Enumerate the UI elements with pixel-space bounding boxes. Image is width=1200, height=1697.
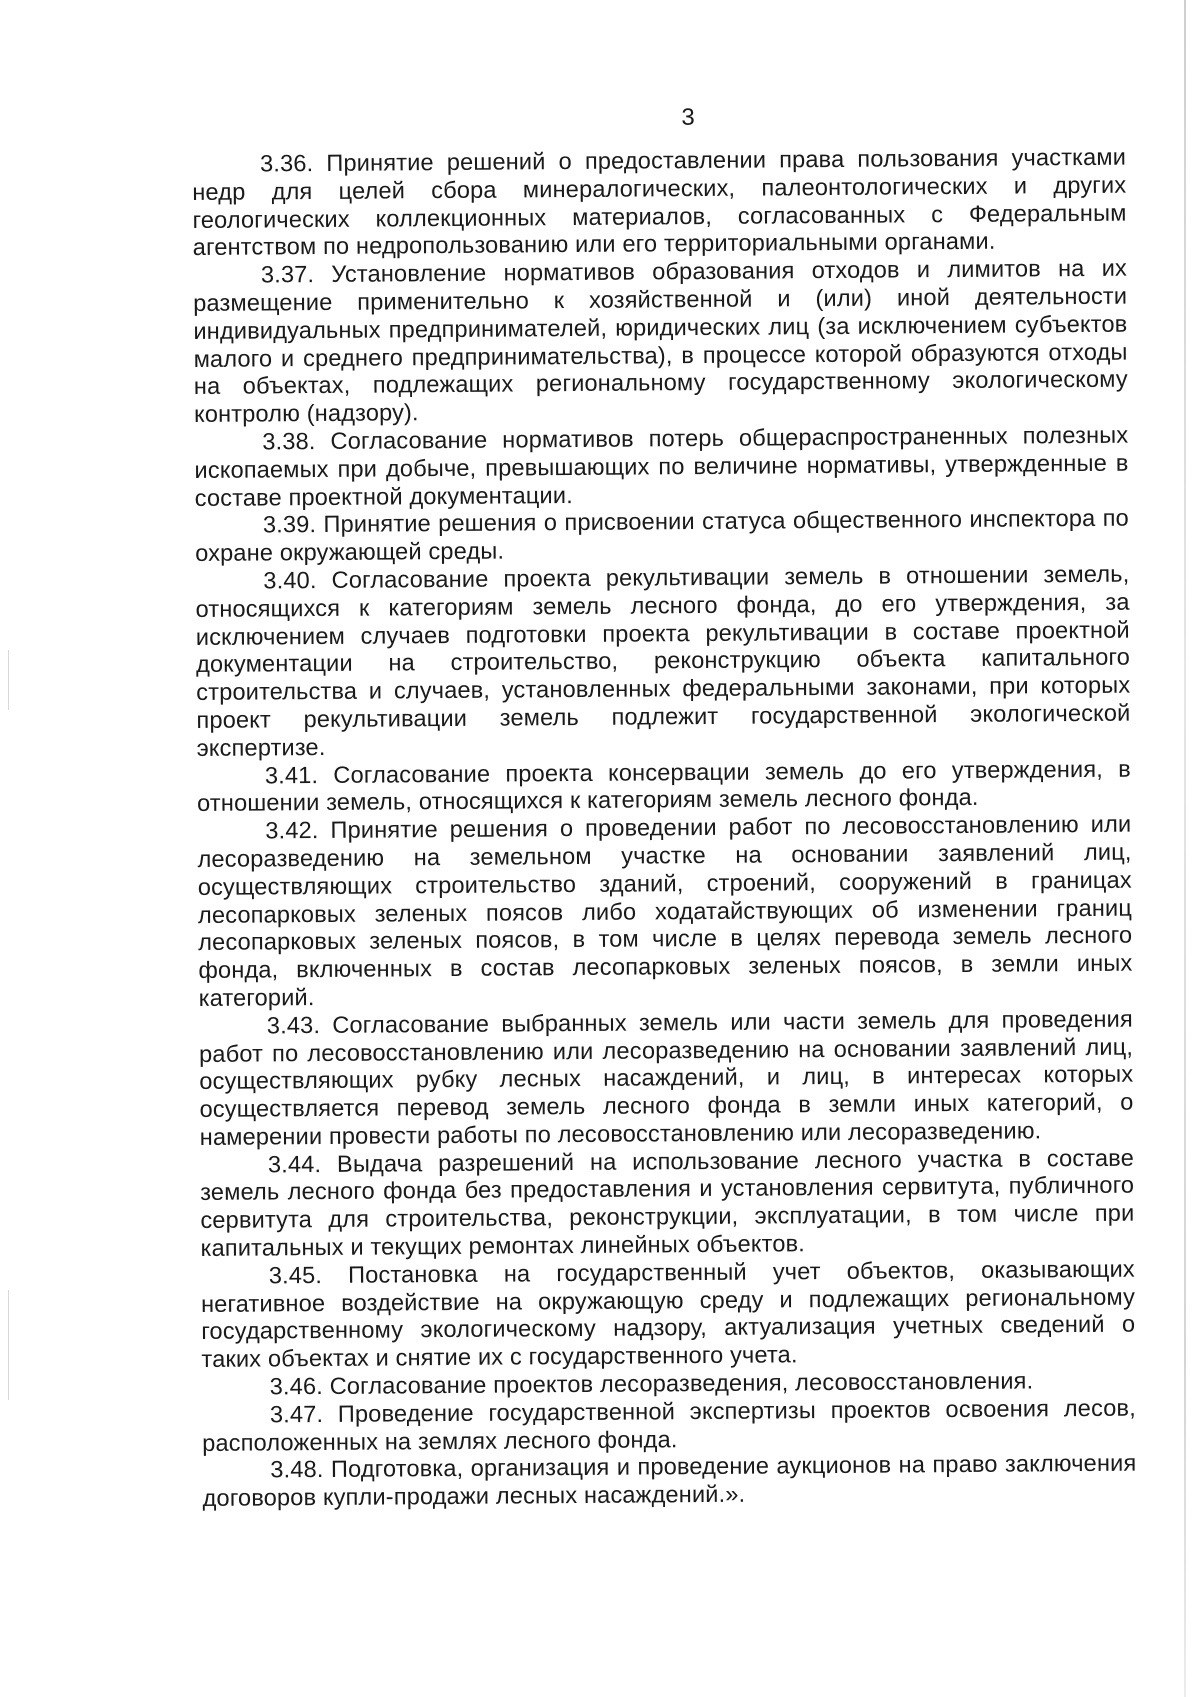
paragraph-3-37: 3.37. Установление нормативов образования отходов и лимитов на их размещение применительно к хозяйственной и (или) иной деятельности индивидуальных предпринимателей, юридических лиц (за исключением субъектов малого и среднего предпринимательства), в процессе которой образуются отходы на объектах, подлежащих региональному государственному экологическому контролю (надзору). xyxy=(193,255,1128,429)
paragraph-3-48: 3.48. Подготовка, организация и проведение аукционов на право заключения договоров купли-продажи лесных насаждений.». xyxy=(202,1451,1137,1513)
paragraph-3-43: 3.43. Согласование выбранных земель или части земель для проведения работ по лесовосстановлению или лесоразведению на основании заявлений лиц, осуществляющих рубку лесных насаждений, и лиц, в интересах которых осуществляется перевод земель лесного фонда в земли иных категорий, о намерении провести работы по лесовосстановлению или лесоразведению. xyxy=(198,1006,1134,1151)
scan-edge-mark xyxy=(8,650,9,710)
paragraph-3-41: 3.41. Согласование проекта консервации земель до его утверждения, в отношении земель, относящихся к категориям земель лесного фонда. xyxy=(197,756,1131,818)
paragraph-3-38: 3.38. Согласование нормативов потерь общераспространенных полезных ископаемых при добыче, превышающих по величине нормативы, утвержденные в составе проектной документации. xyxy=(194,422,1129,512)
paragraph-3-36: 3.36. Принятие решений о предоставлении права пользования участками недр для целей сбора минералогических, палеонтологических и других геологических коллекционных материалов, согласованных с Федеральным агентством по недропользованию или его территориальными органами. xyxy=(192,144,1127,262)
paragraph-3-47: 3.47. Проведение государственной экспертизы проектов освоения лесов, расположенных на землях лесного фонда. xyxy=(202,1395,1136,1457)
paragraph-3-39: 3.39. Принятие решения о присвоении статуса общественного инспектора по охране окружающей среды. xyxy=(195,506,1130,568)
paragraph-3-42: 3.42. Принятие решения о проведении работ по лесовосстановлению или лесоразведению на земельном участке на основании заявлений лиц, осуществляющих строительство зданий, строений, сооружений в границах лесопарковых зеленых поясов либо ходатайствующих об изменении границ лесопарковых зеленых поясов, в том числе в целях перевода земель лесного фонда, включенных в состав лесопарковых зеленых поясов, в земли иных категорий. xyxy=(197,811,1133,1012)
paragraph-3-45: 3.45. Постановка на государственный учет объектов, оказывающих негативное воздействие на окружающую среду и подлежащих региональному государственному экологическому надзору, актуализация учетных сведений о таких объектах и снятие их с государственного учета. xyxy=(200,1256,1136,1374)
scan-edge-line xyxy=(1184,0,1186,1697)
page-number: 3 xyxy=(681,104,695,131)
document-body xyxy=(192,145,1137,1514)
paragraph-3-40: 3.40. Согласование проекта рекультивации земель в отношении земель, относящихся к категориям земель лесного фонда, до его утверждения, за исключением случаев подготовки проекта рекультивации в составе проектной документации на строительство, реконструкцию объекта капитального строительства и случаев, установленных федеральными законами, при которых проект рекультивации земель подлежит государственной экологической экспертизе. xyxy=(195,561,1131,762)
paragraph-3-46: 3.46. Согласование проектов лесоразведения, лесовосстановления. xyxy=(269,1368,1034,1401)
paragraph-3-44: 3.44. Выдача разрешений на использование лесного участка в составе земель лесного фонда без предоставления и установления сервитута, публичного сервитута для строительства, реконструкции, эксплуатации, в том числе при капитальных и текущих ремонтах линейных объектов. xyxy=(200,1145,1135,1263)
scan-edge-mark xyxy=(8,1290,9,1400)
